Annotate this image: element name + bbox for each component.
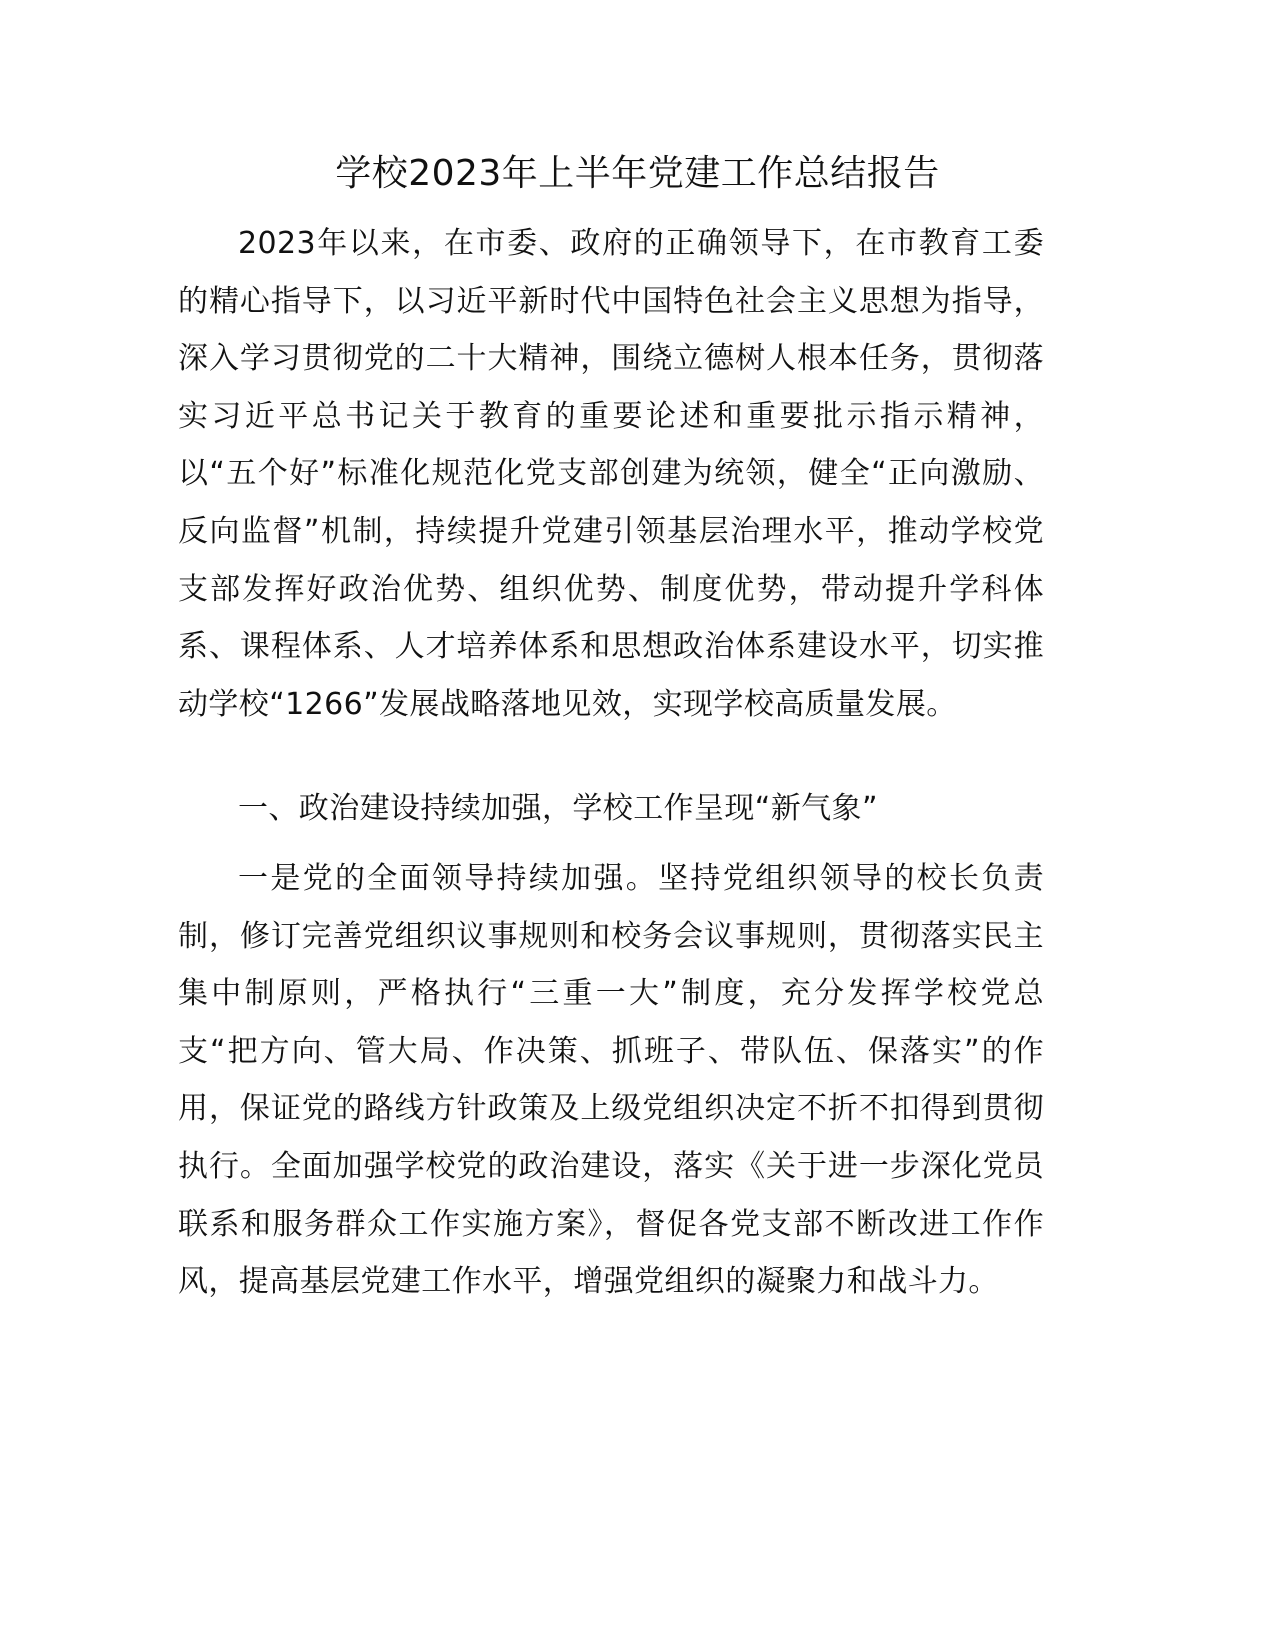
document-title: 学校2023年上半年党建工作总结报告: [335, 153, 940, 194]
section-paragraph-party-leadership: 一是党的全面领导持续加强。坚持党组织领导的校长负责制，修订完善党组织议事规则和校务会议事规则，贯彻落实民主集中制原则，严格执行“三重一大”制度，充分发挥学校党总支“把方向、管大局、作决策、抓班子、带队伍、保落实”的作用，保证党的路线方针政策及上级党组织决定不折不扣得到贯彻执行。全面加强学校党的政治建设，落实《关于进一步深化党员联系和服务群众工作实施方案》，督促各党支部不断改进工作作风，提高基层党建工作水平，增强党组织的凝聚力和战斗力。: [178, 861, 1044, 1300]
section-heading-political-construction: 一、政治建设持续加强，学校工作呈现“新气象”: [238, 791, 878, 826]
intro-paragraph: 2023年以来，在市委、政府的正确领导下，在市教育工委的精心指导下，以习近平新时代中国特色社会主义思想为指导，深入学习贯彻党的二十大精神，围绕立德树人根本任务，贯彻落实习近平总书记关于教育的重要论述和重要批示指示精神，以“五个好”标准化规范化党支部创建为统领，健全“正向激励、反向监督”机制，持续提升党建引领基层治理水平，推动学校党支部发挥好政治优势、组织优势、制度优势，带动提升学科体系、课程体系、人才培养体系和思想政治体系建设水平，切实推动学校“1266”发展战略落地见效，实现学校高质量发展。: [178, 226, 1044, 722]
